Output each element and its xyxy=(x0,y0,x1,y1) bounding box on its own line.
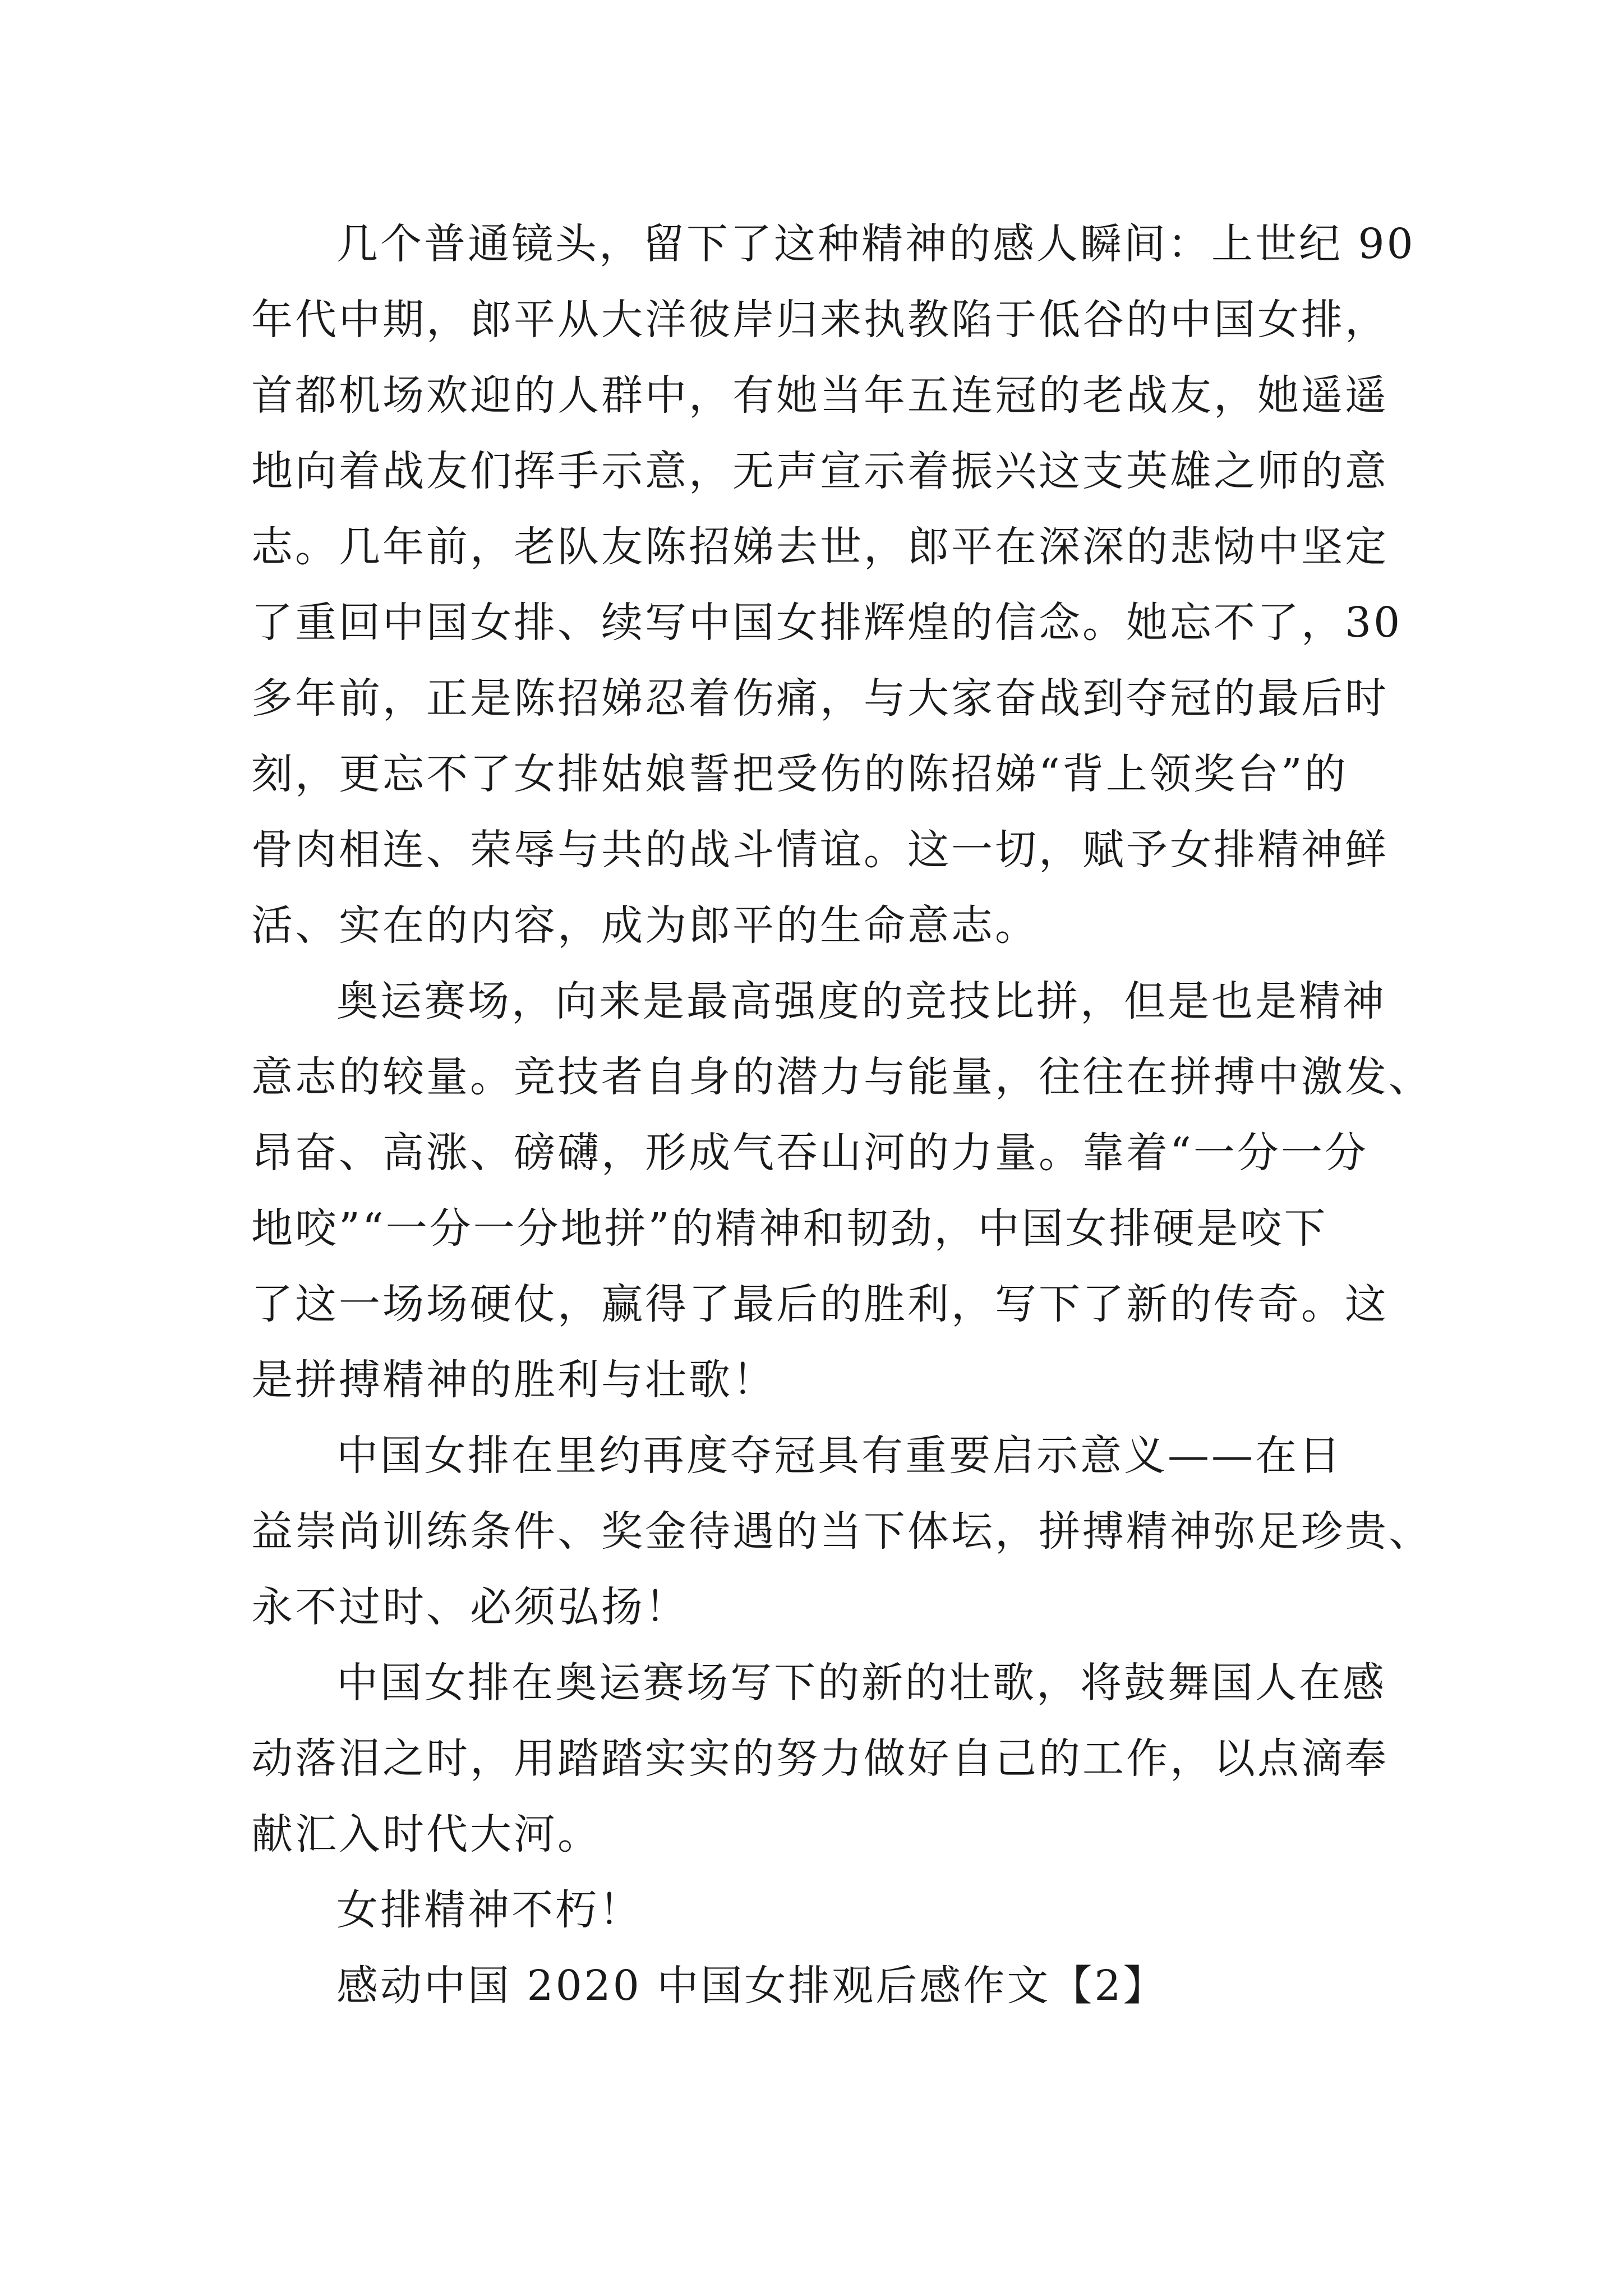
text-line: 永不过时、必须弘扬！ xyxy=(251,1583,689,1631)
text-line: 首都机场欢迎的人群中，有她当年五连冠的老战友，她遥遥 xyxy=(251,371,1389,420)
text-line: 昂奋、高涨、磅礴，形成气吞山河的力量。靠着“一分一分 xyxy=(251,1129,1368,1177)
text-line: 女排精神不朽！ xyxy=(336,1886,643,1934)
text-line: 益崇尚训练条件、奖金待遇的当下体坛，拼搏精神弥足珍贵、 xyxy=(251,1507,1432,1556)
text-line: 多年前，正是陈招娣忍着伤痛，与大家奋战到夺冠的最后时 xyxy=(251,674,1389,723)
text-line: 地咬”“一分一分地拼”的精神和韧劲，中国女排硬是咬下 xyxy=(251,1204,1328,1253)
text-line: 了重回中国女排、续写中国女排辉煌的信念。她忘不了，30 xyxy=(251,599,1403,647)
text-line: 中国女排在奥运赛场写下的新的壮歌，将鼓舞国人在感 xyxy=(336,1659,1386,1707)
text-line: 志。几年前，老队友陈招娣去世，郎平在深深的悲恸中坚定 xyxy=(251,523,1389,571)
text-line: 年代中期，郎平从大洋彼岸归来执教陷于低谷的中国女排， xyxy=(251,296,1389,344)
text-line: 了这一场场硬仗，赢得了最后的胜利，写下了新的传奇。这 xyxy=(251,1280,1389,1328)
text-line: 活、实在的内容，成为郎平的生命意志。 xyxy=(251,901,1039,950)
text-line: 中国女排在里约再度夺冠具有重要启示意义——在日 xyxy=(336,1432,1343,1480)
text-line: 动落泪之时，用踏踏实实的努力做好自己的工作，以点滴奉 xyxy=(251,1734,1389,1783)
section-heading: 感动中国 2020 中国女排观后感作文【2】 xyxy=(336,1962,1167,2010)
text-line: 献汇入时代大河。 xyxy=(251,1810,601,1858)
text-line: 是拼搏精神的胜利与壮歌！ xyxy=(251,1356,776,1404)
text-line: 骨肉相连、荣辱与共的战斗情谊。这一切，赋予女排精神鲜 xyxy=(251,826,1389,874)
text-line: 地向着战友们挥手示意，无声宣示着振兴这支英雄之师的意 xyxy=(251,447,1389,495)
text-line: 几个普通镜头，留下了这种精神的感人瞬间：上世纪 90 xyxy=(336,220,1415,268)
text-line: 刻，更忘不了女排姑娘誓把受伤的陈招娣“背上领奖台”的 xyxy=(251,750,1348,798)
text-line: 意志的较量。竞技者自身的潜力与能量，往往在拼搏中激发、 xyxy=(251,1053,1432,1101)
text-line: 奥运赛场，向来是最高强度的竞技比拼，但是也是精神 xyxy=(336,977,1386,1025)
